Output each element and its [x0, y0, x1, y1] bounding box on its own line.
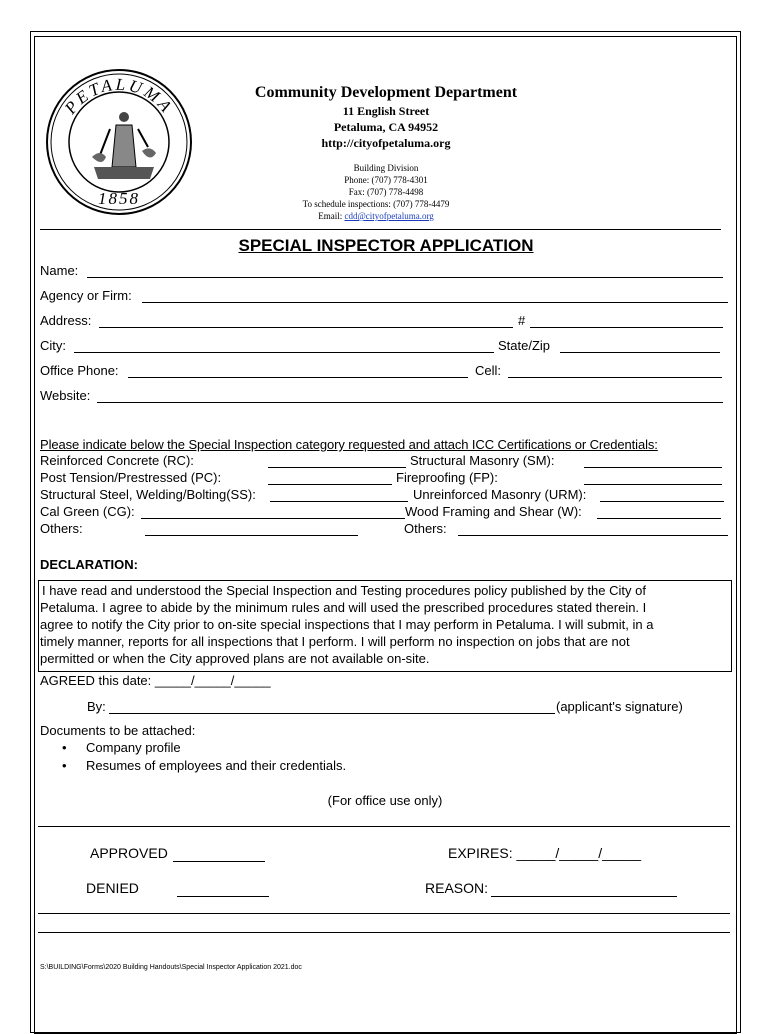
reason-field[interactable] — [491, 896, 677, 897]
unit-number-field[interactable] — [530, 327, 723, 328]
declaration-line: I have read and understood the Special Inspection and Testing procedures policy published by the City of — [42, 583, 646, 598]
denied-field[interactable] — [177, 896, 269, 897]
bullet-icon: • — [62, 740, 67, 755]
address-field[interactable] — [99, 327, 513, 328]
others-left-label: Others: — [40, 521, 83, 536]
others-right-label: Others: — [404, 521, 447, 536]
bullet-icon: • — [62, 758, 67, 773]
city-field[interactable] — [74, 352, 494, 353]
city-label: City: — [40, 338, 66, 353]
inspection-phone: To schedule inspections: (707) 778-4479 — [302, 199, 450, 209]
cg-label: Cal Green (CG): — [40, 504, 135, 519]
agency-field[interactable] — [142, 302, 728, 303]
office-phone-label: Office Phone: — [40, 363, 119, 378]
reason-label: REASON: — [425, 880, 489, 896]
name-field[interactable] — [87, 277, 723, 278]
page-title: SPECIAL INSPECTOR APPLICATION — [238, 236, 534, 255]
website-link[interactable]: http://cityofpetaluma.org — [321, 136, 451, 150]
cell-label: Cell: — [475, 363, 502, 378]
w-label: Wood Framing and Shear (W): — [405, 504, 582, 519]
email-link[interactable]: cdd@cityofpetaluma.org — [344, 211, 434, 221]
unit-number-label: # — [518, 313, 526, 328]
fax-number: Fax: (707) 778-4498 — [348, 187, 424, 197]
cg-field[interactable] — [141, 518, 405, 519]
declaration-heading: DECLARATION: — [40, 557, 138, 572]
city-seal — [44, 67, 194, 217]
office-rule — [38, 932, 730, 933]
ss-label: Structural Steel, Welding/Bolting(SS): — [40, 487, 256, 502]
list-item: Company profile — [86, 740, 181, 755]
state-zip-field[interactable] — [560, 352, 720, 353]
w-field[interactable] — [597, 518, 721, 519]
agency-label: Agency or Firm: — [40, 288, 132, 303]
office-phone-field[interactable] — [128, 377, 468, 378]
others-left-field[interactable] — [145, 535, 358, 536]
fp-label: Fireproofing (FP): — [396, 470, 498, 485]
fp-field[interactable] — [584, 484, 722, 485]
expires-field[interactable]: EXPIRES: _____/_____/_____ — [448, 845, 642, 861]
email-line — [318, 211, 434, 221]
approved-label: APPROVED — [90, 845, 168, 861]
agreed-date[interactable]: AGREED this date: _____/_____/_____ — [40, 673, 271, 688]
signature-field[interactable] — [109, 713, 555, 714]
website-label: Website: — [40, 388, 91, 403]
list-item: Resumes of employees and their credentials. — [86, 758, 347, 773]
address-city: Petaluma, CA 94952 — [333, 120, 439, 134]
declaration-line: permitted or when the City approved plans are not available on-site. — [40, 651, 430, 666]
pc-label: Post Tension/Prestressed (PC): — [40, 470, 222, 485]
declaration-line: Petaluma. I agree to abide by the minimum rules and will used the prescribed procedures stated therein. I — [40, 600, 647, 615]
rc-field[interactable] — [268, 467, 406, 468]
sm-field[interactable] — [584, 467, 722, 468]
office-use-label: (For office use only) — [327, 793, 443, 808]
office-rule — [38, 913, 730, 914]
email-label: Email: — [318, 211, 345, 221]
category-instruction: Please indicate below the Special Inspection category requested and attach ICC Certifications or Credentials: — [40, 437, 658, 452]
cell-field[interactable] — [508, 377, 722, 378]
office-divider — [38, 826, 730, 827]
address-label: Address: — [40, 313, 92, 328]
website-field[interactable] — [97, 402, 723, 403]
name-label: Name: — [40, 263, 79, 278]
urm-label: Unreinforced Masonry (URM): — [413, 487, 587, 502]
signature-caption: (applicant's signature) — [556, 699, 683, 714]
approved-field[interactable] — [173, 861, 265, 862]
header-divider — [40, 229, 721, 230]
file-path: S:\BUILDING\Forms\2020 Building Handouts\Special Inspector Application 2021.doc — [40, 964, 302, 971]
address-street: 11 English Street — [342, 104, 430, 118]
urm-field[interactable] — [600, 501, 724, 502]
ss-field[interactable] — [270, 501, 408, 502]
denied-label: DENIED — [86, 880, 139, 896]
department-title: Community Development Department — [254, 84, 518, 101]
phone-number: Phone: (707) 778-4301 — [344, 175, 428, 185]
documents-heading: Documents to be attached: — [40, 723, 196, 738]
seal-year: 1858 — [98, 189, 140, 208]
pc-field[interactable] — [268, 484, 392, 485]
others-right-field[interactable] — [458, 535, 728, 536]
declaration-line: agree to notify the City prior to on-site special inspections that I may perform in Petaluma. I will submit, in a — [40, 617, 654, 632]
division-label: Building Division — [353, 163, 419, 173]
sm-label: Structural Masonry (SM): — [410, 453, 555, 468]
by-label: By: — [87, 699, 106, 714]
seal-top-text: PETALUMA — [60, 74, 178, 118]
declaration-line: timely manner, reports for all inspections that I perform. I will perform no inspection on jobs that are not — [40, 634, 630, 649]
state-zip-label: State/Zip — [498, 338, 551, 353]
rc-label: Reinforced Concrete (RC): — [40, 453, 194, 468]
